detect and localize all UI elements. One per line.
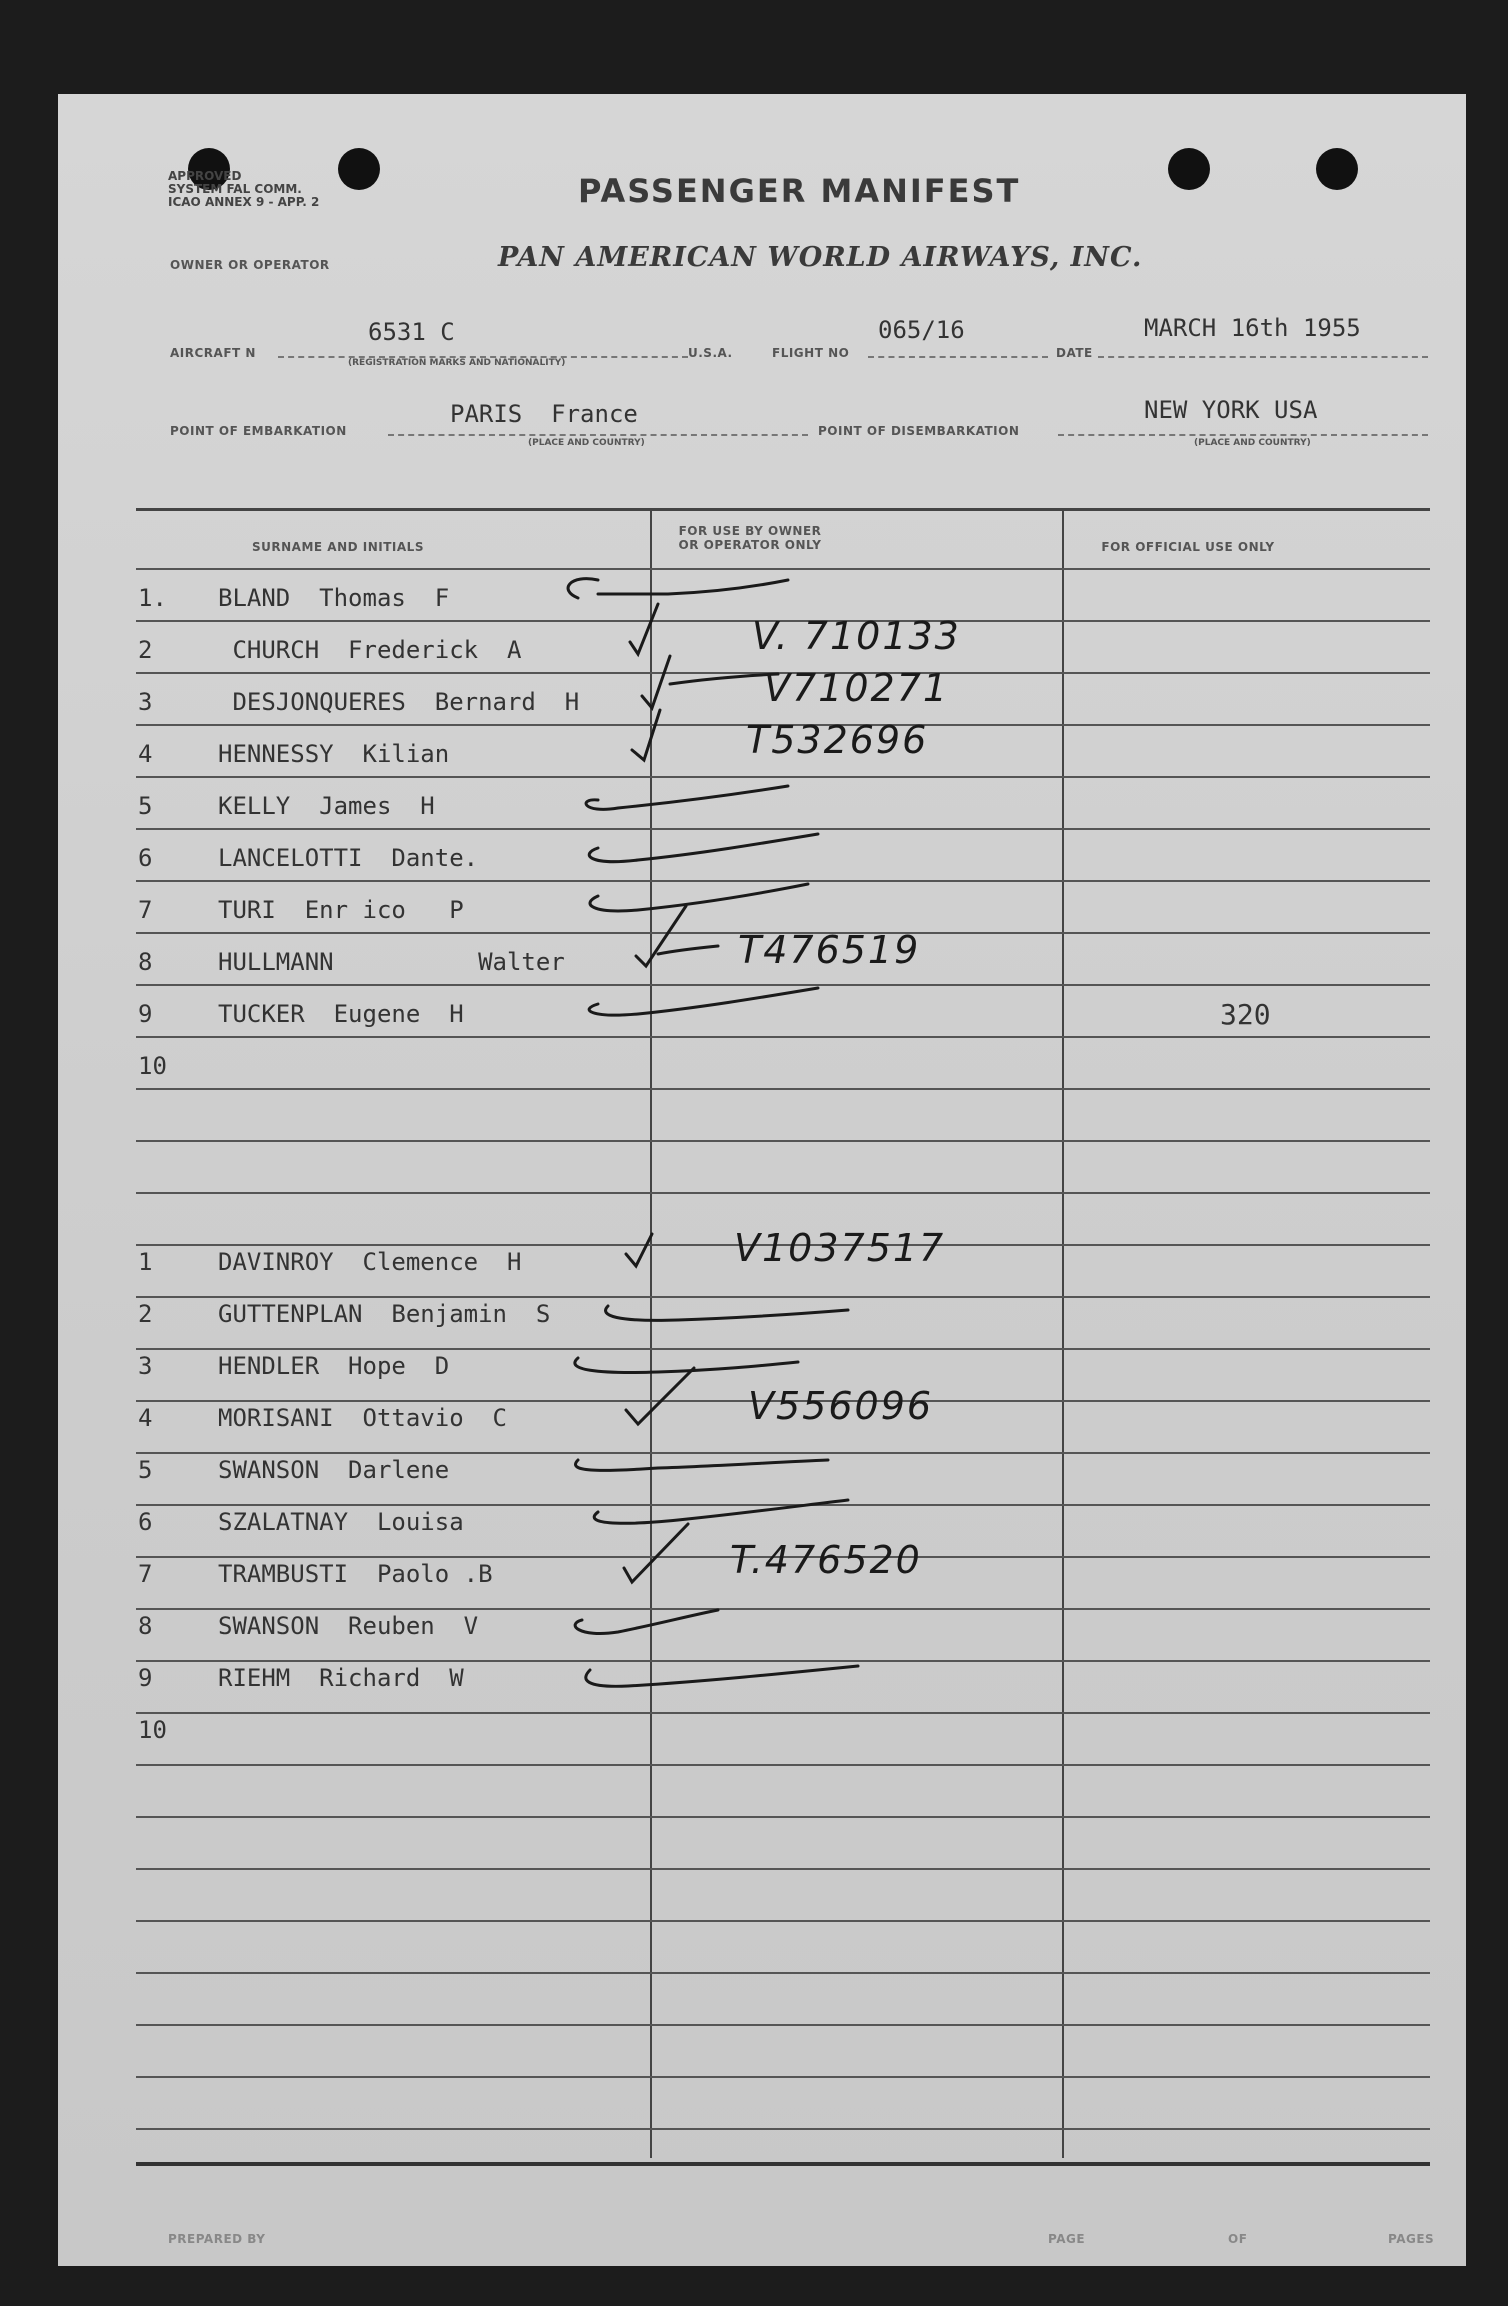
owner-label: OWNER OR OPERATOR bbox=[170, 258, 330, 272]
row-number: 8 bbox=[138, 948, 153, 976]
check-mark bbox=[626, 1368, 694, 1424]
passenger-name: BLAND Thomas F bbox=[218, 584, 450, 612]
page-title: PASSENGER MANIFEST bbox=[578, 172, 1021, 210]
passenger-name: RIEHM Richard W bbox=[218, 1664, 464, 1692]
official-note: 320 bbox=[1220, 998, 1271, 1031]
row-number: 10 bbox=[138, 1716, 167, 1744]
passenger-name: TRAMBUSTI Paolo .B bbox=[218, 1560, 493, 1588]
handwritten-ticket: V556096 bbox=[748, 1384, 934, 1428]
handwritten-marks bbox=[58, 94, 1466, 2266]
row-number: 2 bbox=[138, 636, 153, 664]
disembark-label: POINT OF DISEMBARKATION bbox=[818, 424, 1020, 438]
flight-label: FLIGHT NO bbox=[772, 346, 850, 360]
check-mark-stroke bbox=[575, 1358, 798, 1372]
passenger-name: CHURCH Frederick A bbox=[218, 636, 522, 664]
pages-label: PAGES bbox=[1388, 2232, 1435, 2246]
row-number: 5 bbox=[138, 792, 153, 820]
col-owner-header-1: FOR USE BY OWNER bbox=[678, 524, 822, 538]
col-official-header: FOR OFFICIAL USE ONLY bbox=[1101, 540, 1275, 554]
handwritten-ticket: V710271 bbox=[764, 666, 950, 710]
disembark-sub: (PLACE AND COUNTRY) bbox=[1194, 438, 1311, 448]
row-number: 7 bbox=[138, 896, 153, 924]
stamp-line: SYSTEM FAL COMM. bbox=[168, 182, 302, 196]
handwritten-ticket: T532696 bbox=[746, 718, 929, 762]
passenger-name: SZALATNAY Louisa bbox=[218, 1508, 464, 1536]
row-number: 10 bbox=[138, 1052, 167, 1080]
passenger-name: LANCELOTTI Dante. bbox=[218, 844, 479, 872]
check-mark bbox=[624, 1524, 688, 1582]
check-mark bbox=[642, 656, 778, 708]
prepared-by-label: PREPARED BY bbox=[168, 2232, 266, 2246]
row-number: 6 bbox=[138, 844, 153, 872]
check-mark-stroke bbox=[568, 579, 788, 598]
row-number: 4 bbox=[138, 740, 153, 768]
check-mark-stroke bbox=[586, 1666, 858, 1686]
passenger-name: DAVINROY Clemence H bbox=[218, 1248, 522, 1276]
disembark-value: NEW YORK USA bbox=[1144, 396, 1318, 424]
aircraft-sub: (REGISTRATION MARKS AND NATIONALITY) bbox=[348, 358, 566, 368]
embark-label: POINT OF EMBARKATION bbox=[170, 424, 347, 438]
check-mark bbox=[636, 906, 718, 966]
row-number: 1. bbox=[138, 584, 167, 612]
row-number: 6 bbox=[138, 1508, 153, 1536]
page-label: PAGE bbox=[1048, 2232, 1086, 2246]
check-mark-stroke bbox=[594, 1500, 848, 1523]
row-number: 7 bbox=[138, 1560, 153, 1588]
aircraft-value: 6531 C bbox=[368, 318, 455, 346]
date-label: DATE bbox=[1056, 346, 1093, 360]
passenger-name: HENNESSY Kilian bbox=[218, 740, 450, 768]
passenger-name: GUTTENPLAN Benjamin S bbox=[218, 1300, 551, 1328]
row-number: 4 bbox=[138, 1404, 153, 1432]
check-mark bbox=[626, 1234, 652, 1266]
passenger-name: HULLMANN Walter bbox=[218, 948, 565, 976]
col-owner-header-2: OR OPERATOR ONLY bbox=[678, 538, 822, 552]
row-number: 9 bbox=[138, 1664, 153, 1692]
flight-value: 065/16 bbox=[878, 316, 965, 344]
row-number: 2 bbox=[138, 1300, 153, 1328]
passenger-name: SWANSON Reuben V bbox=[218, 1612, 479, 1640]
check-mark-stroke bbox=[575, 1610, 718, 1633]
check-mark bbox=[630, 604, 658, 654]
check-mark-stroke bbox=[606, 1306, 848, 1320]
handwritten-ticket: V1037517 bbox=[734, 1226, 946, 1270]
stamp-line: APPROVED bbox=[168, 169, 242, 183]
stamp-line: ICAO ANNEX 9 - APP. 2 bbox=[168, 195, 320, 209]
handwritten-ticket: T.476520 bbox=[730, 1538, 922, 1582]
handwritten-ticket: V. 710133 bbox=[752, 614, 961, 658]
of-label: OF bbox=[1228, 2232, 1248, 2246]
aircraft-label: AIRCRAFT N bbox=[170, 346, 256, 360]
row-number: 5 bbox=[138, 1456, 153, 1484]
passenger-name: MORISANI Ottavio C bbox=[218, 1404, 507, 1432]
col-surname-header: SURNAME AND INITIALS bbox=[252, 540, 424, 554]
passenger-name: KELLY James H bbox=[218, 792, 435, 820]
check-mark-stroke bbox=[589, 834, 818, 862]
manifest-sheet bbox=[58, 94, 1466, 2266]
check-mark-stroke bbox=[590, 884, 808, 911]
check-mark-stroke bbox=[576, 1460, 828, 1470]
embark-value: PARIS France bbox=[450, 400, 638, 428]
date-value: MARCH 16th 1955 bbox=[1144, 314, 1361, 342]
handwritten-ticket: T476519 bbox=[738, 928, 921, 972]
passenger-name: TUCKER Eugene H bbox=[218, 1000, 464, 1028]
passenger-name: TURI Enr ico P bbox=[218, 896, 464, 924]
row-number: 8 bbox=[138, 1612, 153, 1640]
check-mark bbox=[632, 710, 660, 760]
passenger-name: HENDLER Hope D bbox=[218, 1352, 450, 1380]
check-mark-stroke bbox=[589, 988, 818, 1015]
check-mark-stroke bbox=[586, 786, 788, 809]
row-number: 3 bbox=[138, 688, 153, 716]
flight-prefix: U.S.A. bbox=[688, 346, 733, 360]
embark-sub: (PLACE AND COUNTRY) bbox=[528, 438, 645, 448]
row-number: 1 bbox=[138, 1248, 153, 1276]
passenger-name: SWANSON Darlene bbox=[218, 1456, 450, 1484]
passenger-name: DESJONQUERES Bernard H bbox=[218, 688, 580, 716]
owner-value: PAN AMERICAN WORLD AIRWAYS, INC. bbox=[498, 242, 1143, 273]
row-number: 9 bbox=[138, 1000, 153, 1028]
row-number: 3 bbox=[138, 1352, 153, 1380]
